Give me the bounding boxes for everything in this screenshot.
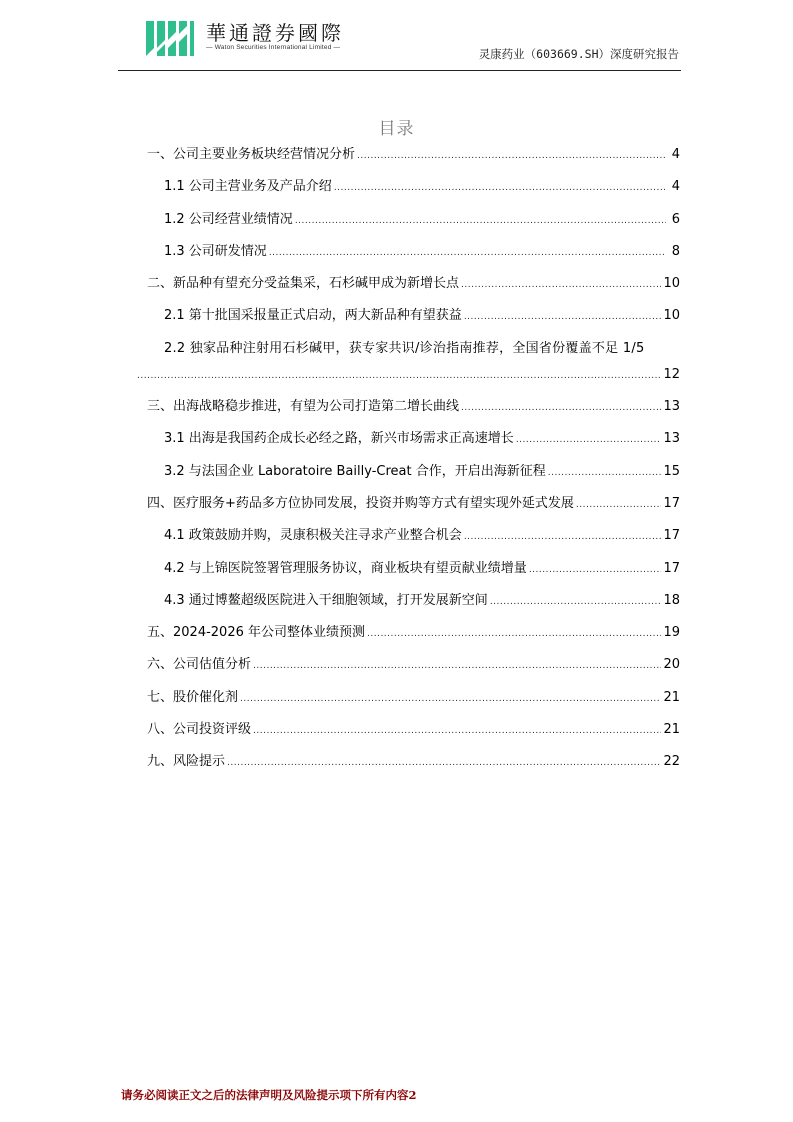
toc-entry-page: 15 bbox=[663, 463, 680, 479]
toc-entry[interactable] bbox=[137, 430, 680, 449]
toc-entry-text: 五、2024-2026 年公司整体业绩预测 bbox=[147, 625, 365, 641]
toc-entry[interactable] bbox=[137, 721, 680, 740]
toc-entry-text: 4.2 与上锦医院签署管理服务协议，商业板块有望贡献业绩增量 bbox=[164, 560, 527, 576]
toc-entry-page: 4 bbox=[671, 147, 680, 162]
table-of-contents bbox=[137, 146, 680, 786]
toc-entry-page: 13 bbox=[663, 399, 680, 415]
toc-entry-page: 21 bbox=[663, 722, 680, 738]
toc-leader-dots bbox=[253, 723, 661, 740]
toc-entry-text: 3.2 与法国企业 Laboratoire Bailly-Creat 合作，开启出海新征程 bbox=[164, 463, 546, 479]
toc-leader-dots bbox=[334, 180, 666, 197]
toc-entry-page: 10 bbox=[663, 308, 680, 324]
toc-entry-text: 1.1 公司主营业务及产品介绍 bbox=[164, 179, 332, 195]
toc-entry[interactable] bbox=[137, 275, 680, 294]
toc-entry[interactable] bbox=[137, 178, 680, 197]
toc-entry-text: 二、新品种有望充分受益集采，石杉碱甲成为新增长点 bbox=[147, 276, 460, 292]
waton-logo-icon bbox=[145, 18, 195, 59]
toc-entry-text: 2.1 第十批国采报量正式启动，两大新品种有望获益 bbox=[164, 308, 462, 324]
toc-entry-text: 三、出海战略稳步推进，有望为公司打造第二增长曲线 bbox=[147, 399, 460, 415]
toc-entry-page: 17 bbox=[663, 560, 680, 576]
toc-entry-text: 九、风险提示 bbox=[147, 754, 226, 770]
toc-leader-dots bbox=[227, 755, 661, 772]
toc-entry[interactable] bbox=[137, 463, 680, 482]
toc-leader-dots bbox=[464, 529, 662, 546]
toc-leader-dots bbox=[253, 658, 661, 675]
toc-entry-text: 六、公司估值分析 bbox=[147, 657, 252, 673]
toc-entry-text: 4.1 政策鼓励并购，灵康积极关注寻求产业整合机会 bbox=[164, 528, 462, 544]
toc-entry-text: 2.2 独家品种注射用石杉碱甲，获专家共识/诊治指南推荐，全国省份覆盖不足 1/5 bbox=[164, 340, 645, 356]
toc-leader-dots bbox=[357, 148, 666, 165]
toc-entry-text: 八、公司投资评级 bbox=[147, 722, 252, 738]
company-logo-english: — Waton Securities International Limited — bbox=[206, 44, 341, 51]
toc-leader-dots bbox=[240, 691, 661, 708]
toc-leader-dots bbox=[490, 594, 662, 611]
toc-entry-page: 12 bbox=[663, 366, 680, 382]
toc-entry-page: 19 bbox=[663, 625, 680, 641]
toc-entry-page: 4 bbox=[671, 179, 680, 195]
toc-entry-page: 18 bbox=[663, 592, 680, 608]
toc-entry[interactable] bbox=[137, 340, 680, 385]
toc-leader-dots bbox=[269, 245, 666, 262]
toc-entry-page: 17 bbox=[663, 495, 680, 511]
toc-entry[interactable] bbox=[137, 243, 680, 262]
toc-entry-text: 七、股价催化剂 bbox=[147, 689, 239, 705]
toc-entry[interactable] bbox=[137, 560, 680, 579]
toc-entry[interactable] bbox=[137, 146, 680, 165]
toc-entry[interactable] bbox=[137, 527, 680, 546]
toc-entry[interactable] bbox=[137, 211, 680, 230]
toc-entry-text: 一、公司主要业务板块经营情况分析 bbox=[147, 147, 356, 162]
toc-leader-dots bbox=[295, 213, 666, 230]
toc-entry-page: 10 bbox=[663, 276, 680, 292]
toc-entry[interactable] bbox=[137, 753, 680, 772]
toc-entry[interactable] bbox=[137, 656, 680, 675]
toc-entry[interactable] bbox=[137, 689, 680, 708]
toc-title: 目录 bbox=[378, 119, 415, 139]
toc-leader-dots bbox=[548, 465, 662, 482]
toc-entry[interactable] bbox=[137, 307, 680, 326]
toc-entry-text: 四、医疗服务+药品多方位协同发展，投资并购等方式有望实现外延式发展 bbox=[147, 495, 574, 511]
toc-leader-dots bbox=[529, 562, 662, 579]
toc-leader-dots bbox=[516, 432, 662, 449]
toc-entry-page: 20 bbox=[663, 657, 680, 673]
toc-entry-text: 4.3 通过博鳌超级医院进入干细胞领域，打开发展新空间 bbox=[164, 592, 488, 608]
toc-entry-page: 13 bbox=[663, 431, 680, 447]
toc-entry-text: 1.3 公司研发情况 bbox=[164, 243, 267, 259]
company-logo-text: 華通證券國際 bbox=[206, 21, 344, 45]
toc-leader-dots bbox=[367, 626, 661, 643]
page-header bbox=[118, 14, 681, 71]
toc-entry-text: 3.1 出海是我国药企成长必经之路，新兴市场需求正高速增长 bbox=[164, 431, 514, 447]
toc-entry[interactable] bbox=[137, 398, 680, 417]
toc-entry-page: 17 bbox=[663, 528, 680, 544]
toc-entry[interactable] bbox=[137, 592, 680, 611]
toc-leader-dots bbox=[461, 400, 661, 417]
toc-leader-dots bbox=[464, 309, 662, 326]
legal-disclaimer-footer: 请务必阅读正文之后的法律声明及风险提示项下所有内容2 bbox=[121, 1088, 417, 1102]
toc-entry-page: 22 bbox=[663, 754, 680, 770]
report-title: 灵康药业（603669.SH）深度研究报告 bbox=[478, 47, 679, 61]
toc-leader-dots bbox=[461, 277, 661, 294]
toc-entry[interactable] bbox=[137, 495, 680, 514]
toc-leader-dots bbox=[576, 497, 662, 514]
toc-entry-text: 1.2 公司经营业绩情况 bbox=[164, 211, 293, 227]
toc-leader-dots bbox=[137, 368, 661, 385]
toc-entry-page: 6 bbox=[671, 211, 680, 227]
toc-entry[interactable] bbox=[137, 624, 680, 643]
toc-entry-page: 8 bbox=[671, 243, 680, 259]
toc-entry-page: 21 bbox=[663, 689, 680, 705]
